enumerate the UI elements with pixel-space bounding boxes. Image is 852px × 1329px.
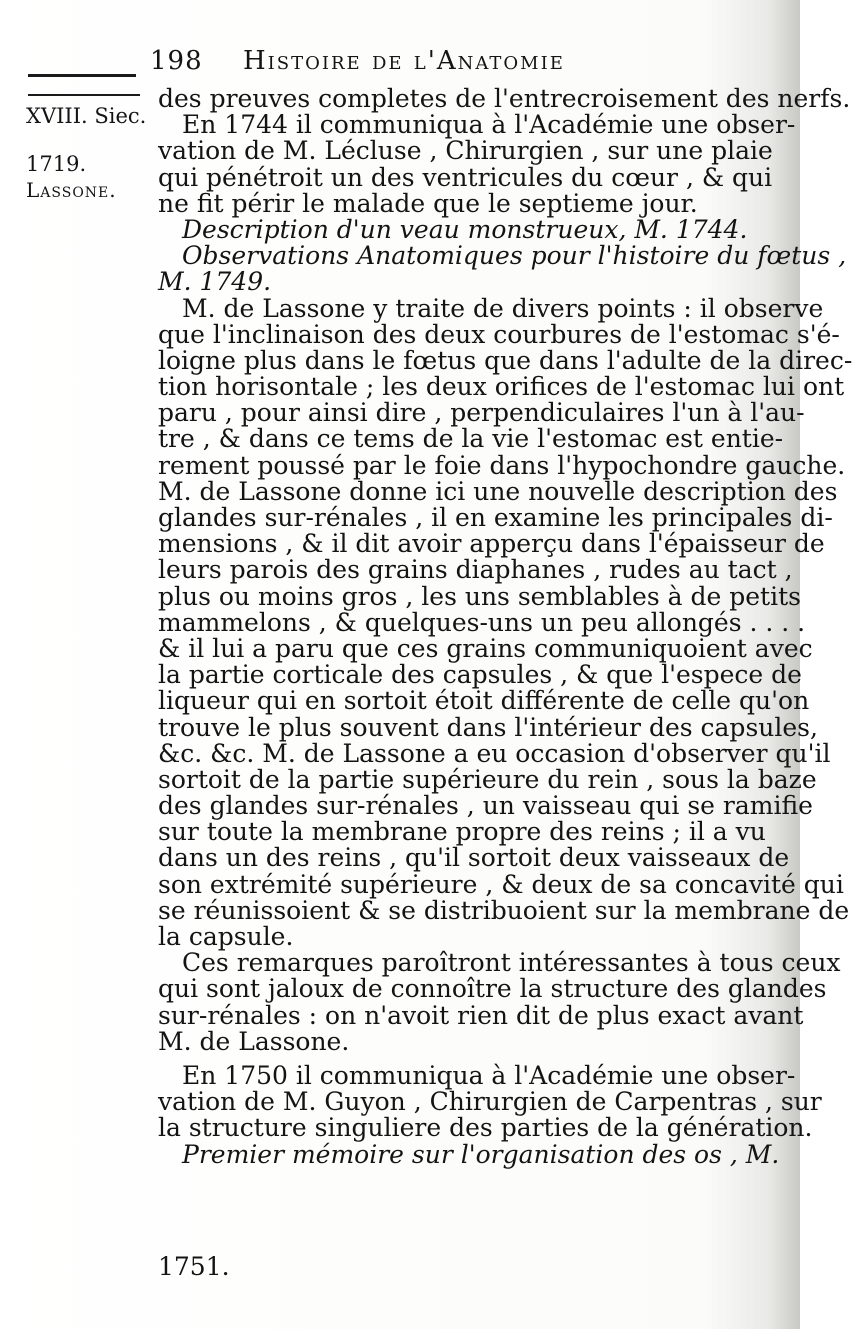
text-line: liqueur qui en sortoit étoit différente de celle qu'on	[158, 686, 810, 716]
body-text	[158, 84, 852, 1169]
text-line: & il lui a paru que ces grains communiquoient avec	[158, 633, 813, 663]
text-line: dans un des reins , qu'il sortoit deux vaisseaux de	[158, 843, 790, 873]
text-line: qui sont jaloux de connoître la structure des glandes	[158, 974, 827, 1004]
text-line: M. de Lassone.	[158, 1026, 350, 1056]
text-line: que l'inclinaison des deux courbures de l'estomac s'é-	[158, 319, 840, 349]
page-number: 198	[150, 46, 203, 76]
text-line: leurs parois des grains diaphanes , rudes au tact ,	[158, 555, 793, 585]
text-line: tre , & dans ce tems de la vie l'estomac est entie-	[158, 424, 784, 454]
text-line: En 1744 il communiqua à l'Académie une obser-	[182, 110, 796, 140]
text-line: son extrémité supérieure , & deux de sa concavité qui	[158, 869, 844, 899]
text-line: mensions , & il dit avoir apperçu dans l'épaisseur de	[158, 529, 825, 559]
text-line: la partie corticale des capsules , & que l'espece de	[158, 660, 802, 690]
text-line: En 1750 il communiqua à l'Académie une obser-	[182, 1060, 796, 1090]
text-line: glandes sur-rénales , il en examine les principales di-	[158, 503, 833, 532]
running-head: Histoire de l'Anatomie	[243, 46, 565, 76]
text-line: sortoit de la partie supérieure du rein , sous la baze	[158, 764, 817, 794]
text-line: plus ou moins gros , les uns semblables à de petits	[158, 581, 801, 611]
text-line: M. de Lassone y traite de divers points : il observe	[182, 293, 824, 323]
margin-author: Lassone.	[26, 178, 117, 202]
text-line: vation de M. Guyon , Chirurgien de Carpentras , sur	[158, 1087, 822, 1117]
text-line: sur toute la membrane propre des reins ; il a vu	[158, 817, 766, 847]
catchline: 1751.	[158, 1252, 230, 1281]
text-line: paru , pour ainsi dire , perpendiculaires l'un à l'au-	[158, 398, 805, 428]
text-line: &c. &c. M. de Lassone a eu occasion d'observer qu'il	[158, 738, 831, 768]
margin-century: XVIII. Siec.	[26, 104, 147, 128]
text-line: tion horisontale ; les deux orifices de l'estomac lui ont	[158, 372, 845, 402]
text-line: loigne plus dans le fœtus que dans l'adulte de la direc-	[158, 345, 852, 375]
text-line: Description d'un veau monstrueux, M. 1744.	[182, 214, 748, 244]
text-line: ne fit périr le malade que le septieme jour.	[158, 188, 698, 218]
text-line: M. de Lassone donne ici une nouvelle description des	[158, 476, 838, 506]
text-line: la capsule.	[158, 922, 294, 951]
text-line: mammelons , & quelques-uns un peu allongés . . . .	[158, 607, 806, 637]
text-line: qui pénétroit un des ventricules du cœur , & qui	[158, 162, 773, 192]
text-line: Observations Anatomiques pour l'histoire du fœtus ,	[182, 241, 847, 271]
text-line: des glandes sur-rénales , un vaisseau qui se ramifie	[158, 791, 813, 821]
text-line: sur-rénales : on n'avoit rien dit de plus exact avant	[158, 1000, 804, 1030]
text-line: vation de M. Lécluse , Chirurgien , sur une plaie	[158, 136, 773, 166]
text-line: rement poussé par le foie dans l'hypochondre gauche.	[158, 450, 846, 480]
text-line: Premier mémoire sur l'organisation des os , M.	[182, 1139, 780, 1169]
margin-year: 1719.	[26, 152, 87, 176]
text-line: des preuves completes de l'entrecroisement des nerfs.	[158, 84, 851, 113]
text-line: la structure singuliere des parties de la génération.	[158, 1113, 813, 1143]
text-line: se réunissoient & se distribuoient sur la membrane de	[158, 895, 850, 925]
margin-rule	[28, 94, 140, 96]
text-line: M. 1749.	[158, 267, 272, 297]
text-line: Ces remarques paroîtront intéressantes à tous ceux	[182, 948, 841, 978]
text-line: trouve le plus souvent dans l'intérieur des capsules,	[158, 712, 818, 742]
header-rule	[28, 74, 136, 77]
